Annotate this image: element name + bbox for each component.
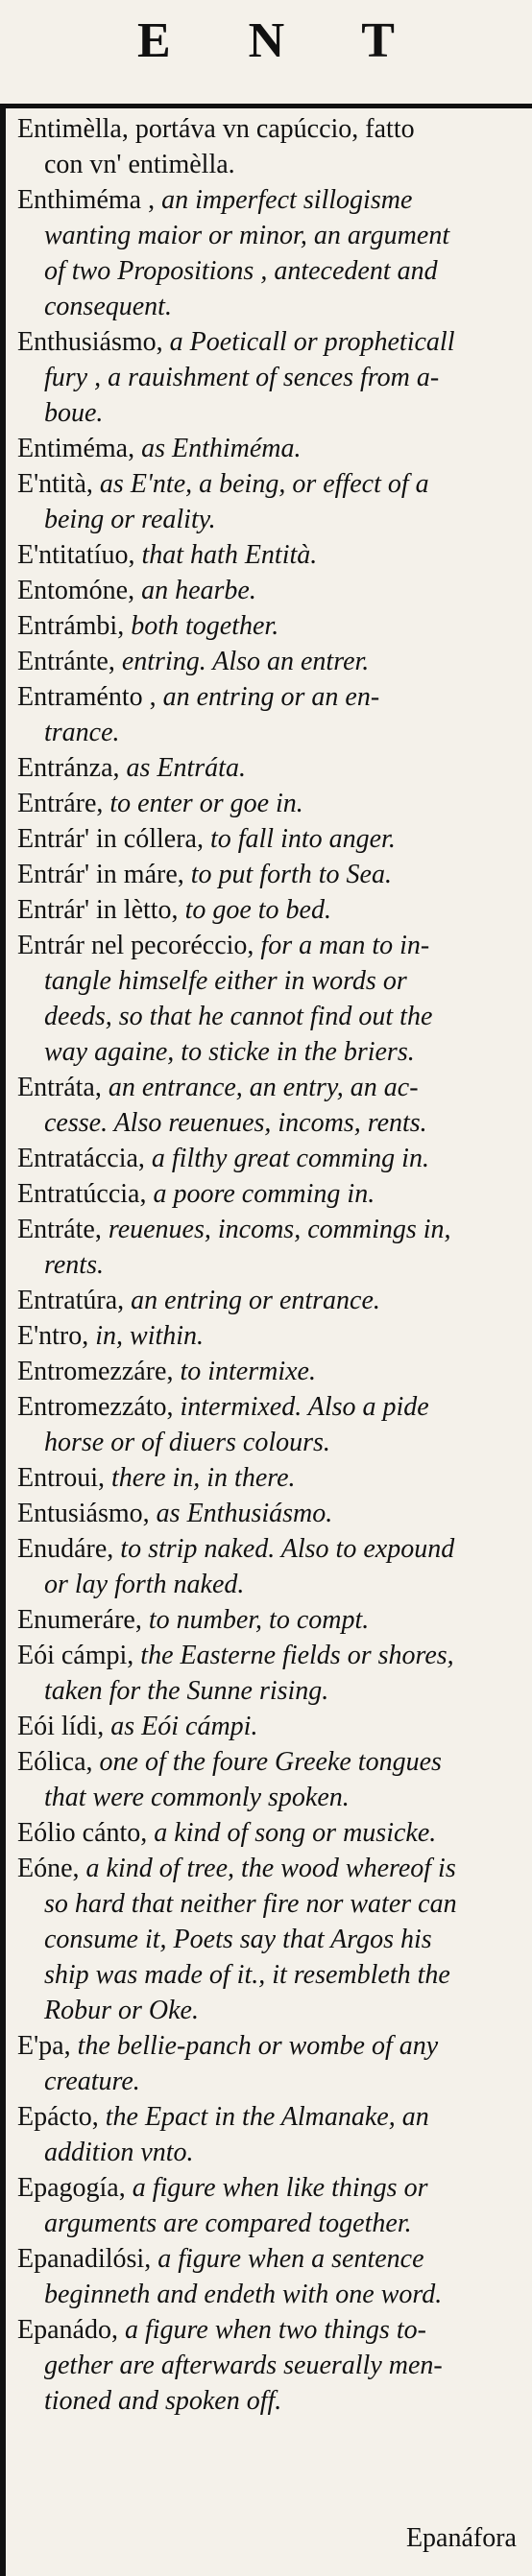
definition: the Epact in the Almanake, an (98, 2102, 429, 2132)
definition: intermixed. Also a pide (173, 1392, 429, 1422)
headword: Entrár nel pecoréccio, (17, 931, 254, 960)
entry-line (17, 1744, 526, 1780)
dictionary-entry (17, 324, 526, 431)
definition: reuenues, incoms, commings in, (101, 1215, 451, 1244)
entry-line (17, 644, 526, 679)
definition: beginneth and endeth with one word. (44, 2280, 443, 2309)
definition: the bellie-panch or wombe of any (70, 2031, 439, 2061)
definition: a kind of song or musicke. (147, 1818, 437, 1848)
entry-line (17, 360, 526, 395)
entry-line (17, 1993, 526, 2028)
entry-line (17, 2064, 526, 2099)
headword: Entrár' in máre, (17, 860, 184, 889)
headword: Enudáre, (17, 1534, 114, 1564)
dictionary-entry (17, 466, 526, 537)
entry-line (17, 1354, 526, 1389)
entry-line (17, 1212, 526, 1247)
definition: fury , a rauishment of sences from a- (44, 363, 440, 392)
definition: the Easterne fields or shores, (133, 1641, 454, 1670)
definition: a kind of tree, the wood whereof is (79, 1854, 456, 1883)
entry-line (17, 182, 526, 218)
dictionary-entry (17, 1496, 526, 1531)
definition: entring. Also an entrer. (114, 647, 370, 676)
entry-line (17, 1389, 526, 1425)
dictionary-entry (17, 1709, 526, 1744)
entry-line (17, 679, 526, 715)
dictionary-entry (17, 2099, 526, 2170)
entry-line (17, 1034, 526, 1070)
entry-line (17, 537, 526, 573)
entry-line (17, 821, 526, 857)
headword: E'ntità, (17, 469, 93, 499)
definition: Robur or Oke. (44, 1996, 199, 2025)
definition: horse or of diuers colours. (44, 1428, 330, 1457)
entry-line (17, 2099, 526, 2135)
entry-line (17, 750, 526, 786)
definition: or lay forth naked. (44, 1570, 245, 1599)
definition: an hearbe. (134, 576, 256, 605)
dictionary-entry (17, 1744, 526, 1815)
entry-line (17, 1815, 526, 1851)
dictionary-entry (17, 2028, 526, 2099)
entry-line (17, 395, 526, 431)
definition: way againe, to sticke in the briers. (44, 1037, 415, 1067)
dictionary-entry (17, 679, 526, 750)
dictionary-entry (17, 1176, 526, 1212)
entry-line (17, 1780, 526, 1815)
definition: that were commonly spoken. (44, 1783, 350, 1812)
headword: con vn' entimèlla. (44, 150, 235, 179)
entry-line (17, 1922, 526, 1957)
headword: Entromezzáto, (17, 1392, 174, 1422)
headword: Eói cámpi, (17, 1641, 134, 1670)
definition: deeds, so that he cannot find out the (44, 1002, 433, 1031)
definition: trance. (44, 718, 120, 747)
entry-line (17, 502, 526, 537)
definition: a poore comming in. (146, 1179, 375, 1209)
definition: to enter or goe in. (103, 789, 303, 818)
headword: E'ntitatíuo, (17, 540, 135, 570)
top-rule (0, 104, 532, 108)
entry-line (17, 2241, 526, 2277)
definition: a Poeticall or propheticall (162, 327, 455, 357)
definition: an entring or entrance. (124, 1286, 380, 1315)
definition: boue. (44, 398, 104, 428)
left-rule (0, 104, 6, 2576)
definition: that hath Entità. (134, 540, 318, 570)
definition: taken for the Sunne rising. (44, 1676, 329, 1706)
definition: an entrance, an entry, an ac- (101, 1073, 419, 1102)
definition: ship was made of it., it resembleth the (44, 1960, 450, 1990)
entry-line (17, 1176, 526, 1212)
dictionary-entry (17, 857, 526, 892)
dictionary-entry (17, 750, 526, 786)
headword: Entránte, (17, 647, 115, 676)
definition: an entring or an en- (156, 682, 380, 712)
entry-line (17, 963, 526, 999)
entry-line (17, 2135, 526, 2170)
definition: to fall into anger. (203, 824, 396, 854)
dictionary-entry (17, 892, 526, 928)
entry-line (17, 2028, 526, 2064)
entry-line (17, 1105, 526, 1141)
entry-line (17, 1602, 526, 1638)
headword: E'pa, (17, 2031, 71, 2061)
headword: Entratáccia, (17, 1144, 145, 1173)
entry-line (17, 2206, 526, 2241)
entry-line (17, 857, 526, 892)
dictionary-entry (17, 2312, 526, 2419)
entry-line (17, 2383, 526, 2419)
headword: Entusiásmo, (17, 1499, 150, 1528)
headword: Entimèlla, portáva vn capúccio, fatto (17, 114, 415, 144)
entry-line (17, 1567, 526, 1602)
definition: as Eói cámpi. (104, 1712, 258, 1741)
definition: to put forth to Sea. (183, 860, 392, 889)
dictionary-entry (17, 537, 526, 573)
headword: Epanádo, (17, 2315, 118, 2345)
definition: cesse. Also reuenues, incoms, rents. (44, 1108, 427, 1138)
dictionary-entry (17, 1531, 526, 1602)
dictionary-entry (17, 1602, 526, 1638)
dictionary-entry (17, 1141, 526, 1176)
entry-line (17, 2170, 526, 2206)
entry-line (17, 1957, 526, 1993)
headword: Entráre, (17, 789, 104, 818)
headword: E'ntro, (17, 1321, 89, 1351)
definition: of two Propositions , antecedent and (44, 256, 438, 286)
definition: consume it, Poets say that Argos his (44, 1925, 432, 1954)
definition: there in, in there. (105, 1463, 296, 1493)
entry-line (17, 1496, 526, 1531)
headword: Enumeráre, (17, 1605, 142, 1635)
headword: Entrámbi, (17, 611, 125, 641)
entry-line (17, 147, 526, 182)
entry-line (17, 1638, 526, 1673)
definition: tangle himselfe either in words or (44, 966, 407, 996)
entry-line (17, 573, 526, 608)
dictionary-entry (17, 2170, 526, 2241)
dictionary-entry (17, 608, 526, 644)
headword: Eólio cánto, (17, 1818, 148, 1848)
entry-line (17, 1673, 526, 1709)
definition: in, within. (88, 1321, 205, 1351)
definition: to intermixe. (173, 1357, 316, 1386)
definition: wanting maior or minor, an argument (44, 221, 450, 250)
dictionary-entry (17, 821, 526, 857)
headword: Entratúccia, (17, 1179, 147, 1209)
entry-line (17, 1851, 526, 1886)
headword: Eólica, (17, 1747, 93, 1777)
dictionary-entry (17, 1389, 526, 1460)
entry-line (17, 1318, 526, 1354)
entry-line (17, 253, 526, 289)
dictionary-entry (17, 111, 526, 182)
dictionary-entry (17, 928, 526, 1070)
dictionary-entry (17, 786, 526, 821)
headword: Eói lídi, (17, 1712, 105, 1741)
definition: addition vnto. (44, 2138, 194, 2167)
dictionary-entry (17, 1354, 526, 1389)
entry-line (17, 1460, 526, 1496)
running-head: E N T (137, 12, 427, 68)
headword: Entiméma, (17, 434, 135, 463)
dictionary-entry (17, 1460, 526, 1496)
definition: consequent. (44, 292, 172, 321)
headword: Epácto, (17, 2102, 99, 2132)
dictionary-entry (17, 1851, 526, 2028)
dictionary-entry (17, 1283, 526, 1318)
headword: Epanadilósi, (17, 2244, 152, 2274)
dictionary-entry (17, 182, 526, 324)
definition: one of the foure Greeke tongues (92, 1747, 442, 1777)
dictionary-entry (17, 1318, 526, 1354)
definition: an imperfect sillogisme (155, 185, 413, 215)
dictionary-entry (17, 1815, 526, 1851)
headword: Entráta, (17, 1073, 102, 1102)
entry-line (17, 289, 526, 324)
entry-line (17, 111, 526, 147)
entry-line (17, 928, 526, 963)
dictionary-entry (17, 644, 526, 679)
definition: tioned and spoken off. (44, 2386, 282, 2416)
entry-line (17, 786, 526, 821)
definition: rents. (44, 1250, 104, 1280)
catchword: Epanáfora (405, 2523, 517, 2553)
entry-line (17, 608, 526, 644)
dictionary-entry (17, 431, 526, 466)
dictionary-entry (17, 1638, 526, 1709)
definition: gether are afterwards seuerally men- (44, 2351, 443, 2380)
definition: being or reality. (44, 505, 216, 534)
entry-line (17, 218, 526, 253)
entry-line (17, 892, 526, 928)
definition: as Enthiméma. (134, 434, 302, 463)
entry-line (17, 2277, 526, 2312)
dictionary-entry (17, 2241, 526, 2312)
headword: Entránza, (17, 753, 120, 783)
definition: a filthy great comming in. (144, 1144, 429, 1173)
entry-line (17, 1247, 526, 1283)
headword: Entratúra, (17, 1286, 125, 1315)
definition: as Enthusiásmo. (149, 1499, 333, 1528)
definition: both together. (124, 611, 279, 641)
entry-line (17, 324, 526, 360)
entry-line (17, 1531, 526, 1567)
headword: Eóne, (17, 1854, 80, 1883)
entry-line (17, 1425, 526, 1460)
entry-line (17, 999, 526, 1034)
entry-line (17, 466, 526, 502)
definition: so hard that neither fire nor water can (44, 1889, 457, 1919)
dictionary-entry (17, 1212, 526, 1283)
headword: Entraménto , (17, 682, 157, 712)
entry-line (17, 2348, 526, 2383)
headword: Entráte, (17, 1215, 102, 1244)
headword: Epagogía, (17, 2173, 126, 2203)
entry-line (17, 1070, 526, 1105)
entry-line (17, 1886, 526, 1922)
headword: Enthiméma , (17, 185, 156, 215)
definition: to number, to compt. (141, 1605, 370, 1635)
headword: Entromezzáre, (17, 1357, 174, 1386)
definition: a figure when two things to- (117, 2315, 426, 2345)
dictionary-entry (17, 573, 526, 608)
definition: arguments are compared together. (44, 2209, 412, 2238)
headword: Entroui, (17, 1463, 105, 1493)
definition: to strip naked. Also to expound (113, 1534, 455, 1564)
headword: Entrár' in lètto, (17, 895, 179, 925)
definition: a figure when like things or (125, 2173, 428, 2203)
definition: a figure when a sentence (151, 2244, 424, 2274)
entry-list (17, 111, 526, 2419)
entry-line (17, 1283, 526, 1318)
entry-line (17, 1709, 526, 1744)
definition: as Entráta. (119, 753, 246, 783)
definition: to goe to bed. (178, 895, 331, 925)
definition: as E'nte, a being, or effect of a (92, 469, 429, 499)
entry-line (17, 2312, 526, 2348)
dictionary-entry (17, 1070, 526, 1141)
definition: creature. (44, 2067, 140, 2096)
headword: Entomóne, (17, 576, 135, 605)
entry-line (17, 715, 526, 750)
entry-line (17, 1141, 526, 1176)
definition: for a man to in- (254, 931, 430, 960)
headword: Entrár' in cóllera, (17, 824, 204, 854)
headword: Enthusiásmo, (17, 327, 163, 357)
entry-line (17, 431, 526, 466)
